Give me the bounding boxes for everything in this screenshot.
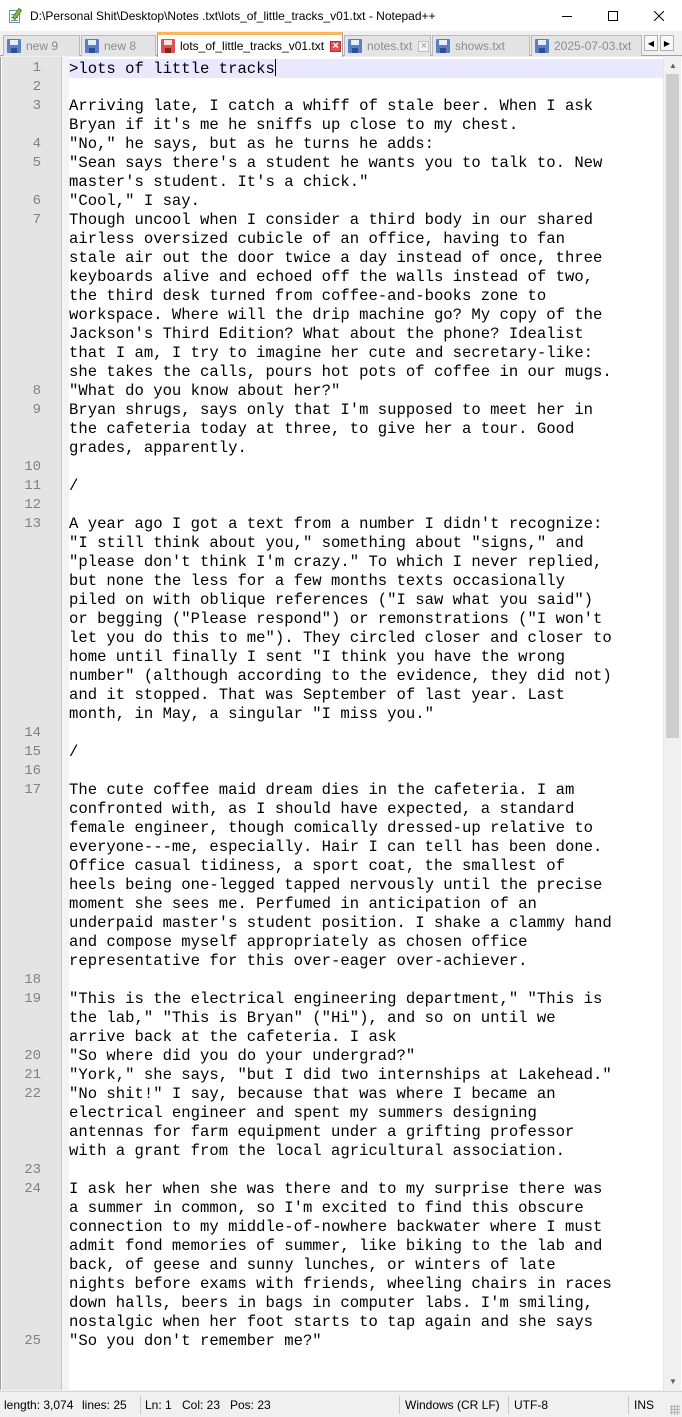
text-line[interactable] xyxy=(32,135,663,154)
line-text: master's student. It's a chick." xyxy=(69,173,369,191)
text-line-wrap[interactable] xyxy=(69,952,663,971)
text-line-wrap[interactable] xyxy=(69,344,663,363)
text-line-wrap[interactable] xyxy=(69,895,663,914)
line-number: 18 xyxy=(24,972,41,988)
text-line-wrap[interactable] xyxy=(69,287,663,306)
text-line-wrap[interactable] xyxy=(69,686,663,705)
line-text: "This is the electrical engineering department," "This is xyxy=(69,990,603,1008)
line-text: "Cool," I say. xyxy=(69,192,201,210)
tab-label: 2025-07-03.txt xyxy=(554,39,632,53)
text-line[interactable] xyxy=(24,515,663,534)
tab-new-9[interactable] xyxy=(3,35,80,56)
line-text: number" (although according to the evidence, they did not) xyxy=(69,667,612,685)
text-line[interactable] xyxy=(32,97,663,116)
line-text: "So where did you do your undergrad?" xyxy=(69,1047,416,1065)
status-lines: lines: 25 xyxy=(82,1398,127,1412)
close-button[interactable] xyxy=(636,0,682,31)
maximize-icon xyxy=(608,11,618,21)
editor[interactable] xyxy=(0,57,682,1390)
text-line[interactable] xyxy=(24,1161,663,1180)
scroll-up-icon[interactable]: ▲ xyxy=(669,61,677,70)
tab-notes[interactable] xyxy=(344,35,431,56)
text-line-wrap[interactable] xyxy=(69,268,663,287)
tab-scroll-right-button[interactable] xyxy=(660,35,674,51)
text-line-wrap[interactable] xyxy=(69,1256,663,1275)
line-text: but none the less for a few months texts occasionally xyxy=(69,572,565,590)
line-text: Jackson's Third Edition? What about the phone? Idealist xyxy=(69,325,584,343)
status-length: length: 3,074 xyxy=(4,1398,74,1412)
minimize-button[interactable] xyxy=(544,0,590,31)
line-number: 1 xyxy=(32,60,41,76)
status-col: Col: 23 xyxy=(182,1398,221,1412)
line-number: 2 xyxy=(32,79,41,95)
line-number: 11 xyxy=(24,478,41,494)
line-number: 21 xyxy=(24,1067,41,1083)
text-line[interactable] xyxy=(24,1180,663,1199)
line-text: home until finally I sent "I think you have the wrong xyxy=(69,648,565,666)
text-line-wrap[interactable] xyxy=(69,173,663,192)
title-bar xyxy=(0,0,682,31)
status-insert-mode[interactable]: INS xyxy=(634,1398,655,1412)
text-line-wrap[interactable] xyxy=(69,534,663,553)
line-text: stale air out the door twice a day instead of once, three xyxy=(69,249,603,267)
line-text: Bryan if it's me he sniffs up close to my chest. xyxy=(69,116,519,134)
text-line[interactable] xyxy=(32,211,663,230)
text-line-wrap[interactable] xyxy=(69,933,663,952)
text-line-wrap[interactable] xyxy=(69,591,663,610)
text-line[interactable] xyxy=(32,192,663,211)
line-text: let you do this to me"). They circled closer and closer to xyxy=(69,629,612,647)
line-text: nostalgic when her foot starts to tap again and she says xyxy=(69,1313,594,1331)
scrollbar-thumb[interactable] xyxy=(666,74,679,738)
text-line-wrap[interactable] xyxy=(69,876,663,895)
line-number: 7 xyxy=(32,212,41,228)
line-number: 9 xyxy=(32,402,41,418)
resize-grip[interactable] xyxy=(670,1405,680,1415)
line-text: representative for this over-eager over-achiever. xyxy=(69,952,528,970)
line-text: "No," he says, but as he turns he adds: xyxy=(69,135,434,153)
line-text: nights before exams with friends, wheeling chairs in races xyxy=(69,1275,612,1293)
line-number: 19 xyxy=(24,991,41,1007)
line-text: antennas for farm equipment under a grifting professor xyxy=(69,1123,575,1141)
line-text: a summer in common, so I'm excited to find this obscure xyxy=(69,1199,584,1217)
line-number: 16 xyxy=(24,763,41,779)
line-text: back, of geese and sunny lunches, or winters of late xyxy=(69,1256,556,1274)
line-text: piled on with oblique references ("I saw what you said") xyxy=(69,591,594,609)
close-tab-icon[interactable]: × xyxy=(418,41,429,52)
text-line[interactable] xyxy=(32,78,663,97)
line-text: "So you don't remember me?" xyxy=(69,1332,322,1350)
line-number: 8 xyxy=(32,383,41,399)
line-text: confronted with, as I should have expected, a standard xyxy=(69,800,575,818)
text-line[interactable] xyxy=(24,1047,663,1066)
line-text: "What do you know about her?" xyxy=(69,382,341,400)
saved-file-icon xyxy=(85,39,99,53)
line-number: 24 xyxy=(24,1181,41,1197)
line-text: that I am, I try to imagine her cute and secretary-like: xyxy=(69,344,594,362)
tab-shows[interactable] xyxy=(432,35,530,56)
text-line[interactable] xyxy=(24,477,663,496)
text-line[interactable] xyxy=(24,781,663,800)
line-number: 3 xyxy=(32,98,41,114)
tab-new-8[interactable] xyxy=(81,35,156,56)
text-area[interactable] xyxy=(24,59,663,1351)
line-text: moment she sees me. Perfumed in anticipation of an xyxy=(69,895,537,913)
text-line[interactable] xyxy=(24,458,663,477)
line-text: female engineer, though comically dressed-up relative to xyxy=(69,819,594,837)
line-text: / xyxy=(69,743,79,761)
text-line-wrap[interactable] xyxy=(69,363,663,382)
line-text: Arriving late, I catch a whiff of stale beer. When I ask xyxy=(69,97,594,115)
text-line-wrap[interactable] xyxy=(69,1104,663,1123)
text-line[interactable] xyxy=(24,971,663,990)
text-line[interactable] xyxy=(24,743,663,762)
text-line[interactable] xyxy=(32,59,663,78)
line-text: keyboards alive and echoed off the walls instead of two, xyxy=(69,268,594,286)
text-line[interactable] xyxy=(24,1066,663,1085)
saved-file-icon xyxy=(436,39,450,53)
status-pos: Pos: 23 xyxy=(230,1398,271,1412)
text-line[interactable] xyxy=(24,990,663,1009)
text-line-wrap[interactable] xyxy=(69,1218,663,1237)
line-text: The cute coffee maid dream dies in the cafeteria. I am xyxy=(69,781,575,799)
line-text: she takes the calls, pours hot pots of coffee in our mugs. xyxy=(69,363,612,381)
line-text: the third desk turned from coffee-and-books zone to xyxy=(69,287,547,305)
line-text: "I still think about you," something about "signs," and xyxy=(69,534,584,552)
line-text: "No shit!" I say, because that was where I became an xyxy=(69,1085,556,1103)
line-text: connection to my middle-of-nowhere backwater where I must xyxy=(69,1218,603,1236)
line-text: "York," she says, "but I did two internships at Lakehead." xyxy=(69,1066,612,1084)
tab-label: new 9 xyxy=(26,39,59,53)
text-line[interactable] xyxy=(32,154,663,173)
unsaved-file-icon xyxy=(161,39,175,53)
line-text: heels being one-legged tapped nervously until the precise xyxy=(69,876,603,894)
text-line-wrap[interactable] xyxy=(69,116,663,135)
line-text: Bryan shrugs, says only that I'm supposed to meet her in xyxy=(69,401,594,419)
text-line-wrap[interactable] xyxy=(69,306,663,325)
tab-bar xyxy=(0,31,682,56)
text-line-wrap[interactable] xyxy=(69,1275,663,1294)
minimize-icon xyxy=(562,11,572,21)
saved-file-icon xyxy=(7,39,21,53)
tab-label: shows.txt xyxy=(455,39,506,53)
tab-label: new 8 xyxy=(104,39,137,53)
line-text: A year ago I got a text from a number I didn't recognize: xyxy=(69,515,603,533)
text-line-wrap[interactable] xyxy=(69,1123,663,1142)
text-line[interactable] xyxy=(24,496,663,515)
line-text: "please don't think I'm crazy." To which I never replied, xyxy=(69,553,603,571)
line-text: month, in May, a singular "I miss you." xyxy=(69,705,434,723)
line-text: everyone---me, especially. Hair I can tell has been done. xyxy=(69,838,603,856)
close-tab-icon[interactable]: × xyxy=(330,41,341,52)
text-line[interactable] xyxy=(24,1085,663,1104)
text-line[interactable] xyxy=(24,1332,663,1351)
text-line[interactable] xyxy=(24,762,663,781)
text-line-wrap[interactable] xyxy=(69,1028,663,1047)
saved-file-icon xyxy=(348,39,362,53)
text-line-wrap[interactable] xyxy=(69,439,663,458)
tab-2025-07-03[interactable] xyxy=(531,35,642,56)
text-line-wrap[interactable] xyxy=(69,1009,663,1028)
line-number: 20 xyxy=(24,1048,41,1064)
line-number: 25 xyxy=(24,1333,41,1349)
line-number: 10 xyxy=(24,459,41,475)
line-number: 5 xyxy=(32,155,41,171)
line-text: underpaid master's student position. I shake a clammy hand xyxy=(69,914,612,932)
text-line-wrap[interactable] xyxy=(69,1142,663,1161)
vertical-scrollbar[interactable] xyxy=(663,57,681,1390)
text-line-wrap[interactable] xyxy=(69,325,663,344)
close-icon xyxy=(654,11,664,21)
status-ln: Ln: 1 xyxy=(145,1398,172,1412)
line-number: 15 xyxy=(24,744,41,760)
line-text: Office casual tidiness, a sport coat, the smallest of xyxy=(69,857,565,875)
line-text: the lab," "This is Bryan" ("Hi"), and so on until we xyxy=(69,1009,556,1027)
text-line-wrap[interactable] xyxy=(69,1313,663,1332)
line-number: 6 xyxy=(32,193,41,209)
line-text: airless oversized cubicle of an office, having to fan xyxy=(69,230,565,248)
text-line[interactable] xyxy=(32,401,663,420)
text-line-wrap[interactable] xyxy=(69,420,663,439)
line-number: 4 xyxy=(32,136,41,152)
line-text: I ask her when she was there and to my surprise there was xyxy=(69,1180,603,1198)
line-text: "Sean says there's a student he wants you to talk to. New xyxy=(69,154,603,172)
text-line[interactable] xyxy=(24,724,663,743)
maximize-button[interactable] xyxy=(590,0,636,31)
text-line[interactable] xyxy=(32,382,663,401)
text-line-wrap[interactable] xyxy=(69,610,663,629)
line-text: admit fond memories of summer, like biking to the lab and xyxy=(69,1237,603,1255)
text-line-wrap[interactable] xyxy=(69,667,663,686)
line-text: and it stopped. That was September of last year. Last xyxy=(69,686,565,704)
line-text: the cafeteria today at three, to give her a tour. Good xyxy=(69,420,575,438)
line-text: / xyxy=(69,477,79,495)
notepad-plus-plus-icon xyxy=(8,8,24,24)
text-line-wrap[interactable] xyxy=(69,1199,663,1218)
line-text: down halls, beers in bags in computer labs. I'm smiling, xyxy=(69,1294,594,1312)
tab-lots-of-little-tracks[interactable] xyxy=(157,32,343,57)
tab-label: notes.txt xyxy=(367,39,413,53)
text-line-wrap[interactable] xyxy=(69,705,663,724)
line-number: 23 xyxy=(24,1162,41,1178)
line-number: 17 xyxy=(24,782,41,798)
status-bar xyxy=(0,1391,682,1417)
line-text: grades, apparently. xyxy=(69,439,247,457)
text-line-wrap[interactable] xyxy=(69,249,663,268)
line-text: and compose myself appropriately as chosen office xyxy=(69,933,528,951)
text-line-wrap[interactable] xyxy=(69,572,663,591)
window-title: D:\Personal Shit\Desktop\Notes .txt\lots_of_little_tracks_v01.txt - Notepad++ xyxy=(30,8,436,23)
status-encoding[interactable]: UTF-8 xyxy=(514,1398,548,1412)
text-line-wrap[interactable] xyxy=(69,553,663,572)
arrow-left-icon: ◀ xyxy=(647,38,655,48)
line-text: or begging ("Please respond") or remonstrations ("I won't xyxy=(69,610,603,628)
text-line-wrap[interactable] xyxy=(69,648,663,667)
line-text: electrical engineer and spent my summers designing xyxy=(69,1104,537,1122)
saved-file-icon xyxy=(535,39,549,53)
line-number: 14 xyxy=(24,725,41,741)
text-caret xyxy=(275,59,276,76)
line-text: workspace. Where will the drip machine go? My copy of the xyxy=(69,306,603,324)
text-line-wrap[interactable] xyxy=(69,1294,663,1313)
line-text: >lots of little tracks xyxy=(69,60,275,78)
text-line-wrap[interactable] xyxy=(69,230,663,249)
line-text: with a grant from the local agricultural association. xyxy=(69,1142,565,1160)
line-number: 13 xyxy=(24,516,41,532)
tab-label: lots_of_little_tracks_v01.txt xyxy=(180,39,325,53)
text-line-wrap[interactable] xyxy=(69,857,663,876)
text-line-wrap[interactable] xyxy=(69,819,663,838)
line-text: arrive back at the cafeteria. I ask xyxy=(69,1028,397,1046)
text-line-wrap[interactable] xyxy=(69,800,663,819)
text-line-wrap[interactable] xyxy=(69,629,663,648)
status-eol[interactable]: Windows (CR LF) xyxy=(405,1398,500,1412)
scroll-down-icon[interactable]: ▼ xyxy=(669,1377,677,1386)
fold-margin xyxy=(62,57,69,1390)
arrow-right-icon: ▶ xyxy=(663,38,671,48)
line-text: Though uncool when I consider a third body in our shared xyxy=(69,211,594,229)
line-number: 22 xyxy=(24,1086,41,1102)
tab-scroll-left-button[interactable] xyxy=(644,35,658,51)
text-line-wrap[interactable] xyxy=(69,838,663,857)
line-number: 12 xyxy=(24,497,41,513)
text-line-wrap[interactable] xyxy=(69,914,663,933)
text-line-wrap[interactable] xyxy=(69,1237,663,1256)
